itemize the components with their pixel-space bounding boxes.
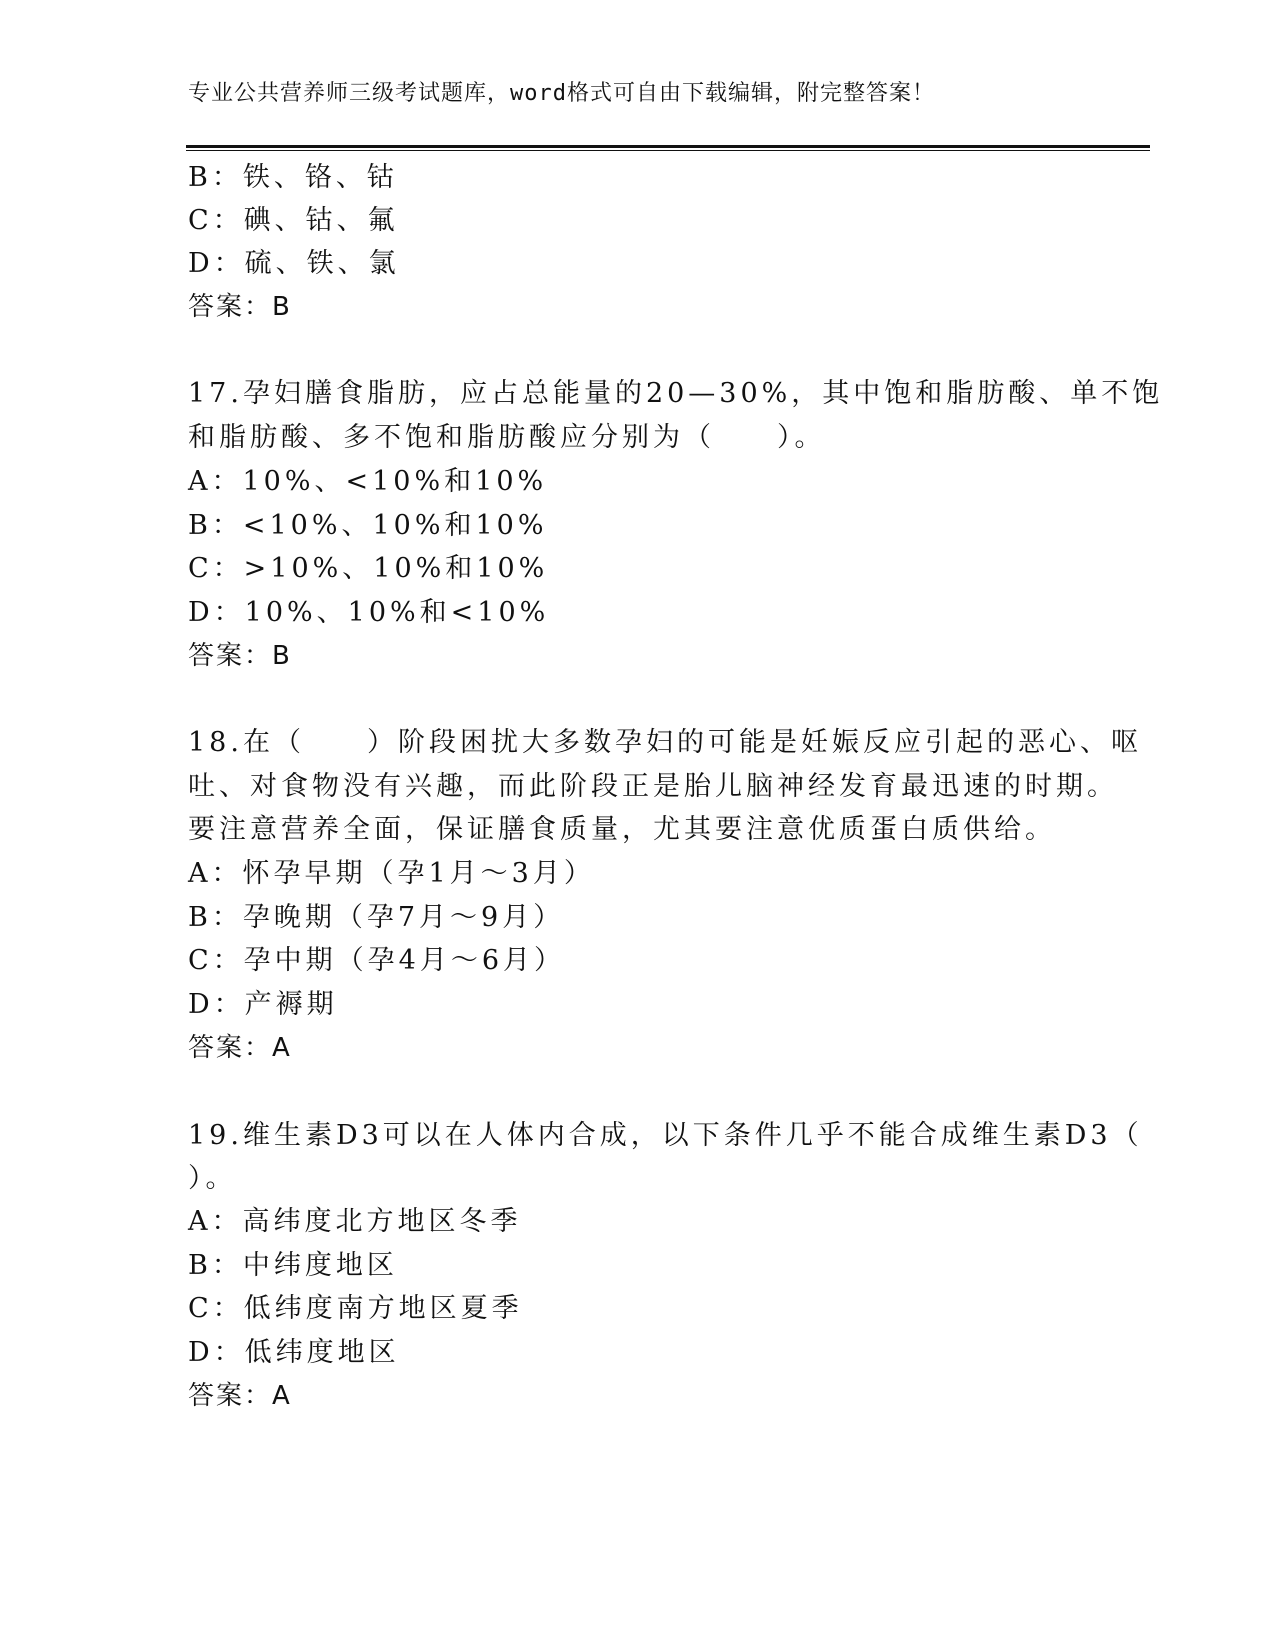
q16-answer: 答案：B (188, 292, 292, 322)
q19-answer: 答案：A (188, 1381, 292, 1411)
q17-option-d: D：10%、10%和<10% (188, 597, 550, 628)
q17-question-line-2: 和脂肪酸、多不饱和脂肪酸应分别为（ ）。 (188, 422, 826, 453)
q18-option-d: D：产褥期 (188, 989, 338, 1020)
q19-question-line-1: 19.维生素D3可以在人体内合成，以下条件几乎不能合成维生素D3（ (188, 1120, 1143, 1151)
q18-question-line-3: 要注意营养全面，保证膳食质量，尤其要注意优质蛋白质供给。 (188, 814, 1056, 845)
q18-answer: 答案：A (188, 1033, 292, 1063)
q18-question-line-2: 吐、对食物没有兴趣，而此阶段正是胎儿脑神经发育最迅速的时期。 (188, 771, 1118, 802)
q18-option-b: B：孕晚期（孕7月～9月） (188, 902, 565, 933)
q19-question-line-2: ）。 (188, 1163, 237, 1194)
page-header: 专业公共营养师三级考试题库，word格式可自由下载编辑，附完整答案！ (188, 81, 935, 106)
q19-option-d: D：低纬度地区 (188, 1337, 400, 1368)
q17-option-a: A：10%、<10%和10% (188, 466, 548, 497)
q16-option-c: C：碘、钴、氟 (188, 205, 399, 236)
q18-option-c: C：孕中期（孕4月～6月） (188, 945, 566, 976)
q19-option-a: A：高纬度北方地区冬季 (188, 1206, 522, 1237)
q16-option-d: D：硫、铁、氯 (188, 248, 400, 279)
header-rule-thin (186, 150, 1150, 151)
q17-answer: 答案：B (188, 641, 292, 671)
q19-option-b: B：中纬度地区 (188, 1250, 398, 1281)
q17-option-c: C：>10%、10%和10% (188, 553, 549, 584)
header-rule-thick (186, 145, 1150, 148)
q17-question-line-1: 17.孕妇膳食脂肪，应占总能量的20—30%，其中饱和脂肪酸、单不饱 (188, 378, 1164, 409)
q18-option-a: A：怀孕早期（孕1月～3月） (188, 858, 595, 889)
q18-question-line-1: 18.在（ ）阶段困扰大多数孕妇的可能是妊娠反应引起的恶心、呕 (188, 727, 1142, 758)
q19-option-c: C：低纬度南方地区夏季 (188, 1293, 523, 1324)
q16-option-b: B：铁、铬、钴 (188, 162, 398, 193)
q17-option-b: B：<10%、10%和10% (188, 510, 548, 541)
